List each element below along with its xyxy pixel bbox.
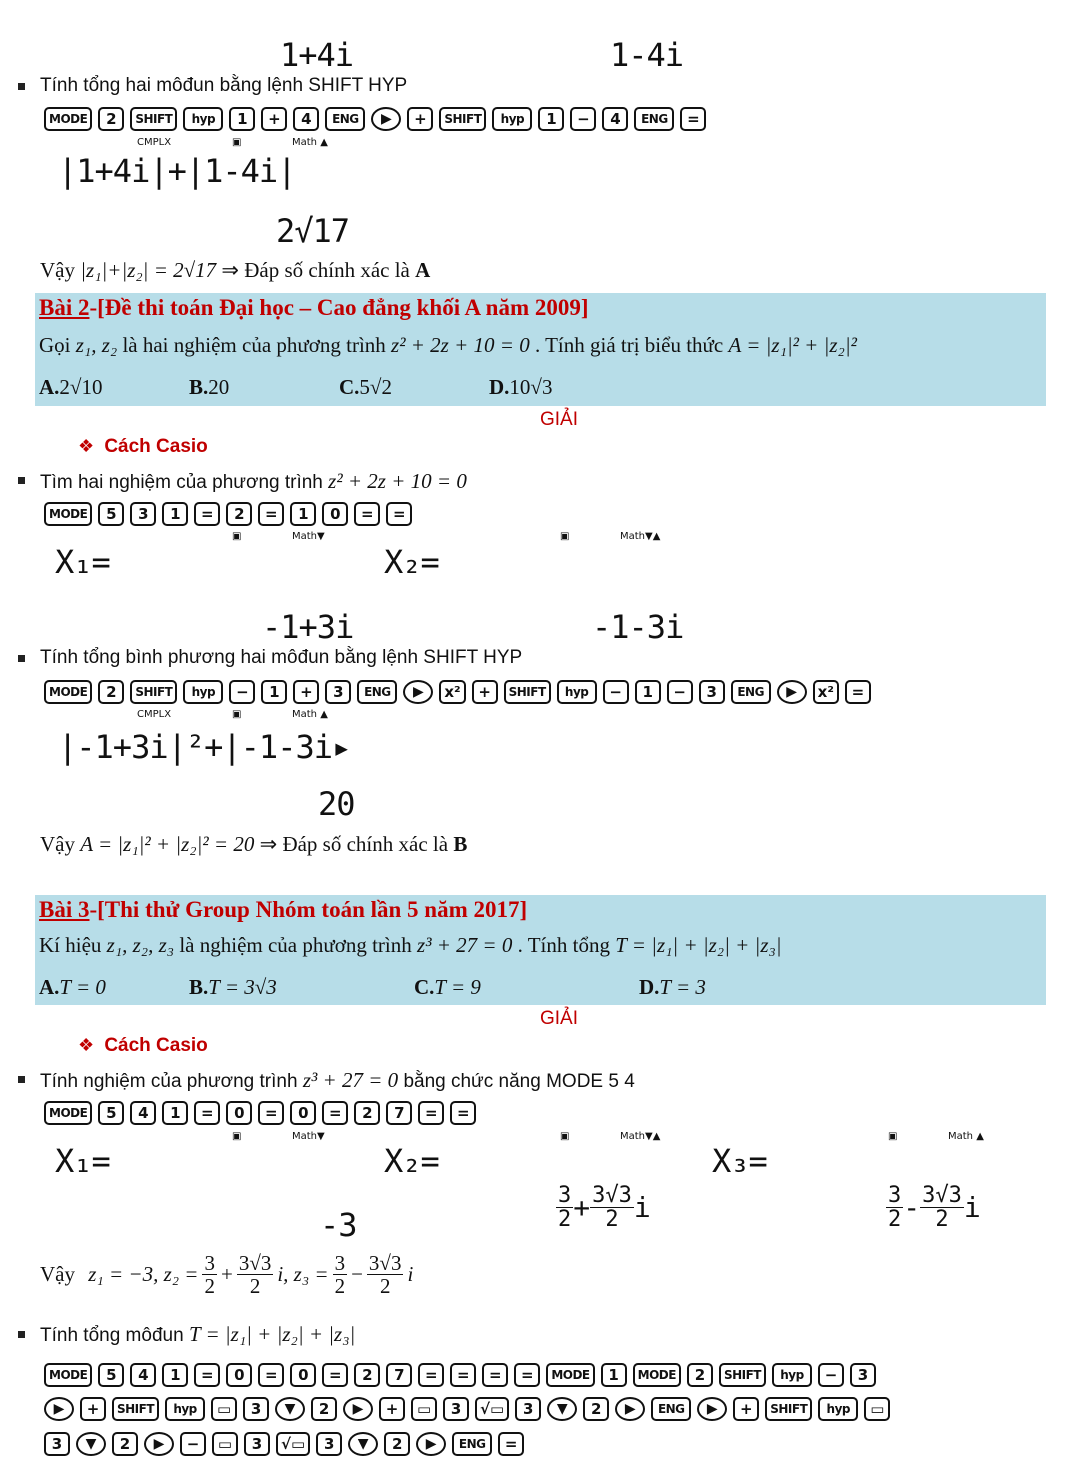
screen-x2-label: X₂= — [384, 543, 439, 581]
calc-key: = — [450, 1101, 476, 1125]
key-sequence — [44, 1397, 890, 1421]
calc-key: ▶ — [403, 680, 433, 704]
calc-key: 0 — [290, 1363, 316, 1387]
problem-question: Gọi z₁, z₂ là hai nghiệm của phương trình z² + 2z + 10 = 0 . Tính giá trị biểu thức A = |z₁|² + |z₂|² — [39, 333, 857, 357]
calc-key: ▭ — [211, 1397, 237, 1421]
bullet — [18, 1076, 25, 1083]
conclusion: Vậy z₁ = −3, z₂ = $\frac{3}{2}$ + $\frac{3√3}{2}$ i, z₃ = $\frac{3}{2}$ − $\frac{3√3}{2}$ i — [40, 1251, 414, 1299]
calc-key: hyp — [183, 107, 223, 131]
calc-key: ENG — [452, 1432, 492, 1456]
screen-x1-value: -1+3i — [262, 608, 354, 646]
calc-key: 7 — [386, 1363, 412, 1387]
calc-key: ENG — [731, 680, 771, 704]
option-d: D.T = 3 — [639, 975, 706, 999]
calc-key: + — [80, 1397, 106, 1421]
option-c: C.T = 9 — [414, 975, 481, 999]
indicator-math: Math▼▲ — [620, 531, 661, 542]
calc-key: 0 — [226, 1363, 252, 1387]
calc-key: ▶ — [615, 1397, 645, 1421]
casio-heading: ❖ Cách Casio — [78, 436, 208, 457]
option-a: A.T = 0 — [39, 975, 106, 999]
indicator-box-icon: ▣ — [232, 531, 242, 542]
option-a: A.2√10 — [39, 375, 103, 399]
screen-x2-value: $\frac{3}{2}$ + $\frac{3√3}{2}$ i — [558, 1183, 651, 1233]
calc-key: ▼ — [76, 1432, 106, 1456]
calc-key: 7 — [386, 1101, 412, 1125]
calc-key: 2 — [98, 680, 124, 704]
calc-key: 3 — [243, 1397, 269, 1421]
calc-key: 2 — [384, 1432, 410, 1456]
calc-key: ▼ — [547, 1397, 577, 1421]
calc-key: − — [229, 680, 255, 704]
calc-key: ▭ — [864, 1397, 890, 1421]
problem-title: Bài 2-[Đề thi toán Đại học – Cao đẳng khối A năm 2009] — [39, 295, 589, 320]
bullet — [18, 477, 25, 484]
calc-key: ▶ — [343, 1397, 373, 1421]
indicator-math: Math ▲ — [292, 137, 328, 148]
calc-key: = — [418, 1363, 444, 1387]
calc-key: √▭ — [475, 1397, 509, 1421]
calc-key: x² — [439, 680, 465, 704]
calc-key: 5 — [98, 1363, 124, 1387]
calc-key: 5 — [98, 1101, 124, 1125]
calc-key: x² — [813, 680, 839, 704]
calc-key: 4 — [130, 1363, 156, 1387]
calc-key: ▼ — [275, 1397, 305, 1421]
calc-key: hyp — [557, 680, 597, 704]
calc-key: 2 — [226, 502, 252, 526]
key-sequence — [44, 502, 412, 526]
calc-key: ▭ — [411, 1397, 437, 1421]
screen-x3-value: $\frac{3}{2}$ - $\frac{3√3}{2}$ i — [888, 1183, 981, 1233]
calc-key: 2 — [583, 1397, 609, 1421]
indicator-cmplx: CMPLX — [137, 137, 172, 148]
calc-key: SHIFT — [439, 107, 486, 131]
bullet — [18, 83, 25, 90]
calc-key: = — [450, 1363, 476, 1387]
calc-key: 3 — [244, 1432, 270, 1456]
step-text: Tính tổng môđun T = |z₁| + |z₂| + |z₃| — [40, 1322, 356, 1346]
screen-x3-label: X₃= — [712, 1142, 767, 1180]
calc-key: 1 — [601, 1363, 627, 1387]
calc-key: ▶ — [777, 680, 807, 704]
screen-x2-value: -1-3i — [592, 608, 684, 646]
calc-key: = — [258, 1101, 284, 1125]
calc-key: 0 — [290, 1101, 316, 1125]
indicator-cmplx: CMPLX — [137, 709, 172, 720]
calc-key: ▶ — [416, 1432, 446, 1456]
option-c: C.5√2 — [339, 375, 392, 399]
step-text: Tính tổng hai môđun bằng lệnh SHIFT HYP — [40, 75, 408, 96]
calc-key: 4 — [293, 107, 319, 131]
calc-key: = — [194, 502, 220, 526]
key-sequence — [44, 1432, 524, 1456]
calc-key: MODE — [44, 502, 92, 526]
calc-key: 0 — [322, 502, 348, 526]
solution-label: GIẢI — [540, 409, 579, 430]
indicator-math: Math▼ — [292, 1131, 325, 1142]
calc-key: 0 — [226, 1101, 252, 1125]
calc-key: − — [180, 1432, 206, 1456]
calc-key: − — [603, 680, 629, 704]
calc-key: − — [818, 1363, 844, 1387]
calc-key: MODE — [546, 1363, 594, 1387]
calc-key: 2 — [354, 1363, 380, 1387]
calc-key: 1 — [290, 502, 316, 526]
solution-label: GIẢI — [540, 1008, 579, 1029]
calc-key: ENG — [325, 107, 365, 131]
casio-heading: ❖ Cách Casio — [78, 1035, 208, 1056]
calc-key: ▼ — [348, 1432, 378, 1456]
calc-key: hyp — [772, 1363, 812, 1387]
option-b: B.20 — [189, 375, 230, 399]
calc-key: + — [293, 680, 319, 704]
calc-key: 3 — [316, 1432, 342, 1456]
calc-key: SHIFT — [112, 1397, 159, 1421]
calc-key: = — [354, 502, 380, 526]
option-b: B.T = 3√3 — [189, 975, 277, 999]
option-d: D.10√3 — [489, 375, 553, 399]
calc-key: SHIFT — [504, 680, 551, 704]
calc-key: 1 — [162, 1101, 188, 1125]
indicator-math: Math▼▲ — [620, 1131, 661, 1142]
calc-key: 1 — [538, 107, 564, 131]
key-sequence — [44, 680, 871, 704]
screen-result: 2√17 — [276, 212, 350, 250]
calc-key: 5 — [98, 502, 124, 526]
calc-key: MODE — [44, 1363, 92, 1387]
calc-key: hyp — [183, 680, 223, 704]
calc-key: hyp — [165, 1397, 205, 1421]
calc-key: 2 — [311, 1397, 337, 1421]
indicator-math: Math ▲ — [292, 709, 328, 720]
calc-key: = — [418, 1101, 444, 1125]
bullet — [18, 655, 25, 662]
calc-key: MODE — [633, 1363, 681, 1387]
calc-key: 2 — [98, 107, 124, 131]
calc-key: MODE — [44, 1101, 92, 1125]
problem-title: Bài 3-[Thi thử Group Nhóm toán lần 5 năm 2017] — [39, 897, 528, 922]
calc-key: 2 — [112, 1432, 138, 1456]
screen-x1-label: X₁= — [55, 543, 110, 581]
screen-x1-value: -3 — [320, 1206, 357, 1244]
indicator-math: Math ▲ — [948, 1131, 984, 1142]
calc-key: − — [667, 680, 693, 704]
indicator-box-icon: ▣ — [232, 137, 242, 148]
step-text: Tính nghiệm của phương trình z³ + 27 = 0 bằng chức năng MODE 5 4 — [40, 1068, 635, 1092]
bullet — [18, 1331, 25, 1338]
calc-key: + — [379, 1397, 405, 1421]
calc-key: 3 — [44, 1432, 70, 1456]
indicator-box-icon: ▣ — [232, 1131, 242, 1142]
calc-key: ▭ — [212, 1432, 238, 1456]
calc-key: 4 — [130, 1101, 156, 1125]
screen-result: 20 — [318, 785, 355, 823]
calc-key: 3 — [443, 1397, 469, 1421]
calc-key: ENG — [651, 1397, 691, 1421]
calc-key: + — [407, 107, 433, 131]
calc-key: = — [258, 502, 284, 526]
calc-key: + — [472, 680, 498, 704]
calc-key: = — [514, 1363, 540, 1387]
prev-result-2: 1-4i — [610, 36, 684, 74]
indicator-box-icon: ▣ — [232, 709, 242, 720]
key-sequence — [44, 1101, 476, 1125]
calc-key: 3 — [699, 680, 725, 704]
indicator-box-icon: ▣ — [560, 1131, 570, 1142]
calc-key: 4 — [602, 107, 628, 131]
calc-key: 3 — [515, 1397, 541, 1421]
calc-key: SHIFT — [130, 680, 177, 704]
calc-key: = — [322, 1101, 348, 1125]
indicator-box-icon: ▣ — [888, 1131, 898, 1142]
calc-key: = — [845, 680, 871, 704]
problem-box-2 — [35, 293, 1046, 406]
calc-key: + — [261, 107, 287, 131]
calc-key: 2 — [687, 1363, 713, 1387]
calc-key: 3 — [850, 1363, 876, 1387]
calc-key: SHIFT — [719, 1363, 766, 1387]
calc-key: = — [386, 502, 412, 526]
calc-key: ENG — [634, 107, 674, 131]
calc-key: ▶ — [697, 1397, 727, 1421]
screen-input: |1+4i|+|1-4i| — [58, 152, 296, 190]
indicator-math: Math▼ — [292, 531, 325, 542]
prev-result-1: 1+4i — [280, 36, 354, 74]
screen-input: |-1+3i|²+|-1-3i▸ — [58, 728, 351, 766]
calc-key: 1 — [162, 1363, 188, 1387]
calc-key: 1 — [261, 680, 287, 704]
calc-key: = — [322, 1363, 348, 1387]
calc-key: ▶ — [44, 1397, 74, 1421]
calc-key: − — [570, 107, 596, 131]
calc-key: = — [680, 107, 706, 131]
calc-key: ▶ — [144, 1432, 174, 1456]
calc-key: + — [733, 1397, 759, 1421]
problem-question: Kí hiệu z₁, z₂, z₃ là nghiệm của phương trình z³ + 27 = 0 . Tính tổng T = |z₁| + |z₂| + |z₃| — [39, 933, 782, 957]
calc-key: = — [498, 1432, 524, 1456]
calc-key: 2 — [354, 1101, 380, 1125]
diamond-icon: ❖ — [78, 1035, 95, 1056]
calc-key: = — [194, 1101, 220, 1125]
calc-key: ENG — [357, 680, 397, 704]
calc-key: = — [194, 1363, 220, 1387]
key-sequence — [44, 107, 706, 131]
calc-key: = — [482, 1363, 508, 1387]
calc-key: MODE — [44, 680, 92, 704]
calc-key: 3 — [130, 502, 156, 526]
step-text: Tính tổng bình phương hai môđun bằng lệnh SHIFT HYP — [40, 647, 523, 668]
screen-x2-label: X₂= — [384, 1142, 439, 1180]
key-sequence — [44, 1363, 876, 1387]
calc-key: √▭ — [276, 1432, 310, 1456]
calc-key: hyp — [818, 1397, 858, 1421]
calc-key: SHIFT — [765, 1397, 812, 1421]
calc-key: ▶ — [371, 107, 401, 131]
calc-key: 1 — [162, 502, 188, 526]
calc-key: = — [258, 1363, 284, 1387]
problem-box-3 — [35, 895, 1046, 1005]
conclusion: Vậy A = |z₁|² + |z₂|² = 20 ⇒ Đáp số chính xác là B — [40, 832, 468, 856]
indicator-box-icon: ▣ — [560, 531, 570, 542]
conclusion: Vậy |z₁|+|z₂| = 2√17 ⇒ Đáp số chính xác là A — [40, 258, 431, 282]
calc-key: 3 — [325, 680, 351, 704]
calc-key: hyp — [492, 107, 532, 131]
step-text: Tìm hai nghiệm của phương trình z² + 2z + 10 = 0 — [40, 469, 467, 493]
calc-key: 1 — [229, 107, 255, 131]
calc-key: SHIFT — [130, 107, 177, 131]
diamond-icon: ❖ — [78, 436, 95, 457]
calc-key: MODE — [44, 107, 92, 131]
screen-x1-label: X₁= — [55, 1142, 110, 1180]
calc-key: 1 — [635, 680, 661, 704]
